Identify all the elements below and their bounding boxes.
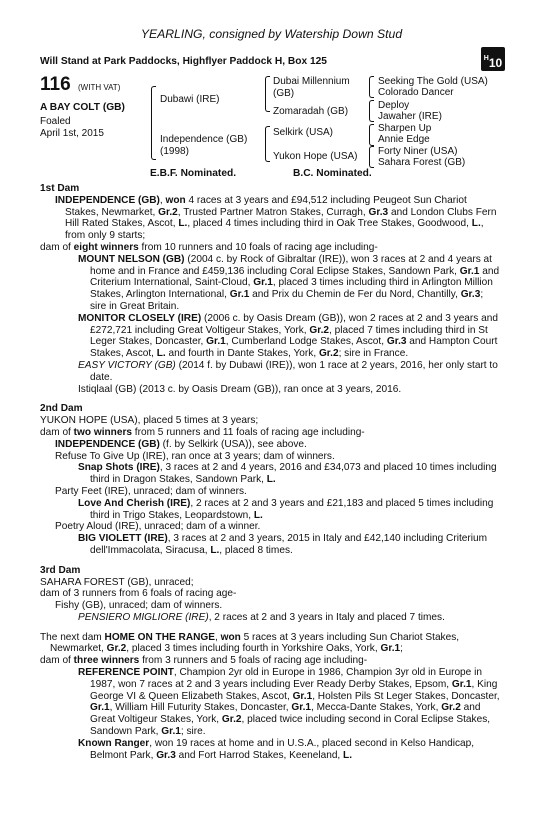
horse-name: A BAY COLT (GB) [40, 102, 125, 113]
session-badge: $^H$10 [481, 47, 505, 71]
produce-party-feet: Party Feet (IRE), unraced; dam of winners. [55, 485, 247, 497]
produce-known-ranger: Known Ranger, won 19 races at home and in U.S.A., placed second in Kelso Handicap, Belmont Park, Gr.3 and Fort Harrod Stakes, Keeneland, L. [78, 737, 475, 761]
first-dam-winners: dam of eight winners from 10 runners and 10 foals of racing age including- [40, 241, 378, 253]
first-dam-heading: 1st Dam [40, 183, 80, 194]
foaled-date: April 1st, 2015 [40, 128, 104, 139]
pedigree-ddsd: Sahara Forest (GB) [378, 157, 466, 168]
page-header-title: YEARLING, consigned by Watership Down Stud [140, 27, 403, 41]
second-dam-winners: dam of two winners from 5 runners and 11 foals of racing age including- [40, 426, 365, 438]
next-dam-entry: The next dam HOME ON THE RANGE, won 5 races at 3 years including Sun Chariot Stakes, Newmarket, Gr.2, placed 3 times including fourth in Yorkshire Oaks, York, Gr.1; [40, 631, 460, 655]
produce-mount-nelson: MOUNT NELSON (GB) (2004 c. by Rock of Gibraltar (IRE)), won 3 races at 2 and 4 years at home and in France and £459,136 including Coral Eclipse Stakes, Sandown Park, Gr.1 and Criterium International, Saint-Cloud, Gr.1, placed 3 times including third in Arlington Million Stakes, Arlington International, Gr.1 and Prix du Chemin de Fer du Nord, Chantilly, Gr.3; sire in Great Britain. [78, 253, 500, 312]
catalogue-body [40, 183, 500, 761]
third-dam-heading: 3rd Dam [40, 564, 81, 576]
pedigree-dam-dam: Yukon Hope (USA) [273, 151, 358, 162]
second-dam-heading: 2nd Dam [40, 403, 83, 415]
produce-independence: INDEPENDENCE (GB) (f. by Selkirk (USA)), see above. [55, 438, 307, 450]
pedigree-brace-ds [369, 124, 374, 146]
lot-number: 116 [40, 74, 71, 95]
foaled-label: Foaled [40, 116, 71, 127]
vat-note: (WITH VAT) [78, 83, 121, 92]
produce-easy-victory: EASY VICTORY (GB) (2014 f. by Dubawi (IRE)), won 1 race at 2 years, 2016, her only start to date. [78, 359, 498, 383]
pedigree-brace-sire [265, 76, 270, 112]
pedigree-sssd: Colorado Dancer [378, 87, 454, 98]
pedigree-ssds: Deploy [378, 100, 410, 111]
pedigree-brace-sd [369, 100, 374, 122]
pedigree-sire: Dubawi (IRE) [160, 94, 220, 105]
pedigree-brace-dd [369, 146, 374, 168]
produce-snap-shots: Snap Shots (IRE), 3 races at 2 and 4 years, 2016 and £34,073 and placed 10 times including third in Dragon Stakes, Sandown Park, L. [78, 462, 497, 486]
pedigree-brace-dam [265, 126, 270, 162]
produce-refuse: Refuse To Give Up (IRE), ran once at 3 years; dam of winners. [55, 450, 335, 462]
pedigree-brace-ss [369, 76, 374, 98]
pedigree-dam-year: (1998) [160, 146, 189, 157]
produce-big-violett: BIG VIOLETT (IRE), 3 races at 2 and 3 years, 2015 in Italy and £42,140 including Criterium dell'Immacolata, Siracusa, L., placed 8 times. [78, 533, 487, 556]
pedigree-dam-sire: Selkirk (USA) [273, 127, 334, 138]
bc-nomination: B.C. Nominated. [293, 168, 372, 179]
pedigree-ssdd: Jawaher (IRE) [378, 111, 442, 122]
pedigree-sire-dam: Zomaradah (GB) [273, 106, 349, 117]
pedigree-sire-sire-country: (GB) [273, 88, 295, 99]
third-dam-runners: dam of 3 runners from 6 foals of racing age- [40, 588, 237, 600]
first-dam-entry: INDEPENDENCE (GB), won 4 races at 3 years and £94,512 including Peugeot Sun Chariot Stakes, Newmarket, Gr.2, Trusted Partner Matron Stakes, Curragh, Gr.3 and London Clubs Fern Hill Rated Stakes, Ascot, L., placed 4 times including third in Oak Tree Stakes, Goodwood, L., from only 9 starts; [55, 194, 497, 242]
pedigree-dssd: Annie Edge [378, 134, 430, 145]
produce-love-and-cherish: Love And Cherish (IRE), 2 races at 2 and 3 years and £21,183 and placed 5 times including third in Trigo Stakes, Leopardstown, L. [78, 497, 494, 521]
produce-reference-point: REFERENCE POINT, Champion 2yr old in Europe in 1986, Champion 3yr old in Europe in 1987, won 7 races at 2 and 3 years including Ever Ready Derby Stakes, Epsom, Gr.1, King George VI & Queen Elizabeth Stakes, Ascot, Gr.1, Holsten Pils St Leger Stakes, Doncaster, Gr.1, William Hill Futurity Stakes, Doncaster, Gr.1, Mecca-Dante Stakes, York, Gr.2 and Great Voltigeur Stakes, York, Gr.2, placed twice including second in Coral Eclipse Stakes, Sandown Park, Gr.1; sire. [78, 667, 500, 738]
third-dam-entry: SAHARA FOREST (GB), unraced; [40, 576, 194, 588]
produce-pensiero: PENSIERO MIGLIORE (IRE), 2 races at 2 and 3 years in Italy and placed 7 times. [78, 611, 445, 623]
stand-location: Will Stand at Park Paddocks, Highflyer Paddock H, Box 125 [40, 56, 327, 67]
pedigree-ssss: Seeking The Gold (USA) [378, 76, 488, 87]
pedigree-ddss: Forty Niner (USA) [378, 146, 458, 157]
produce-monitor-closely: MONITOR CLOSELY (IRE) (2006 c. by Oasis Dream (GB)), won 2 races at 2 and 3 years and £272,721 including Great Voltigeur Stakes, York, Gr.2, placed 7 times including third in St Leger Stakes, Doncaster, Gr.1, Cumberland Lodge Stakes, Ascot, Gr.3 and Hampton Court Stakes, Ascot, L. and fourth in Dante Stakes, York, Gr.2; sire in France. [78, 312, 498, 360]
pedigree-dsss: Sharpen Up [378, 123, 432, 134]
produce-istiqlaal: Istiqlaal (GB) (2013 c. by Oasis Dream (GB)), ran once at 3 years, 2016. [78, 383, 402, 395]
pedigree-brace-main [151, 86, 156, 160]
next-dam-winners: dam of three winners from 3 runners and 5 foals of racing age including- [40, 655, 368, 667]
ebf-nomination: E.B.F. Nominated. [150, 168, 237, 179]
pedigree-dam: Independence (GB) [160, 134, 248, 145]
second-dam-entry: YUKON HOPE (USA), placed 5 times at 3 years; [40, 415, 259, 427]
produce-poetry-aloud: Poetry Aloud (IRE), unraced; dam of a winner. [55, 521, 261, 533]
produce-fishy: Fishy (GB), unraced; dam of winners. [55, 600, 223, 612]
pedigree-sire-sire: Dubai Millennium [273, 76, 350, 87]
